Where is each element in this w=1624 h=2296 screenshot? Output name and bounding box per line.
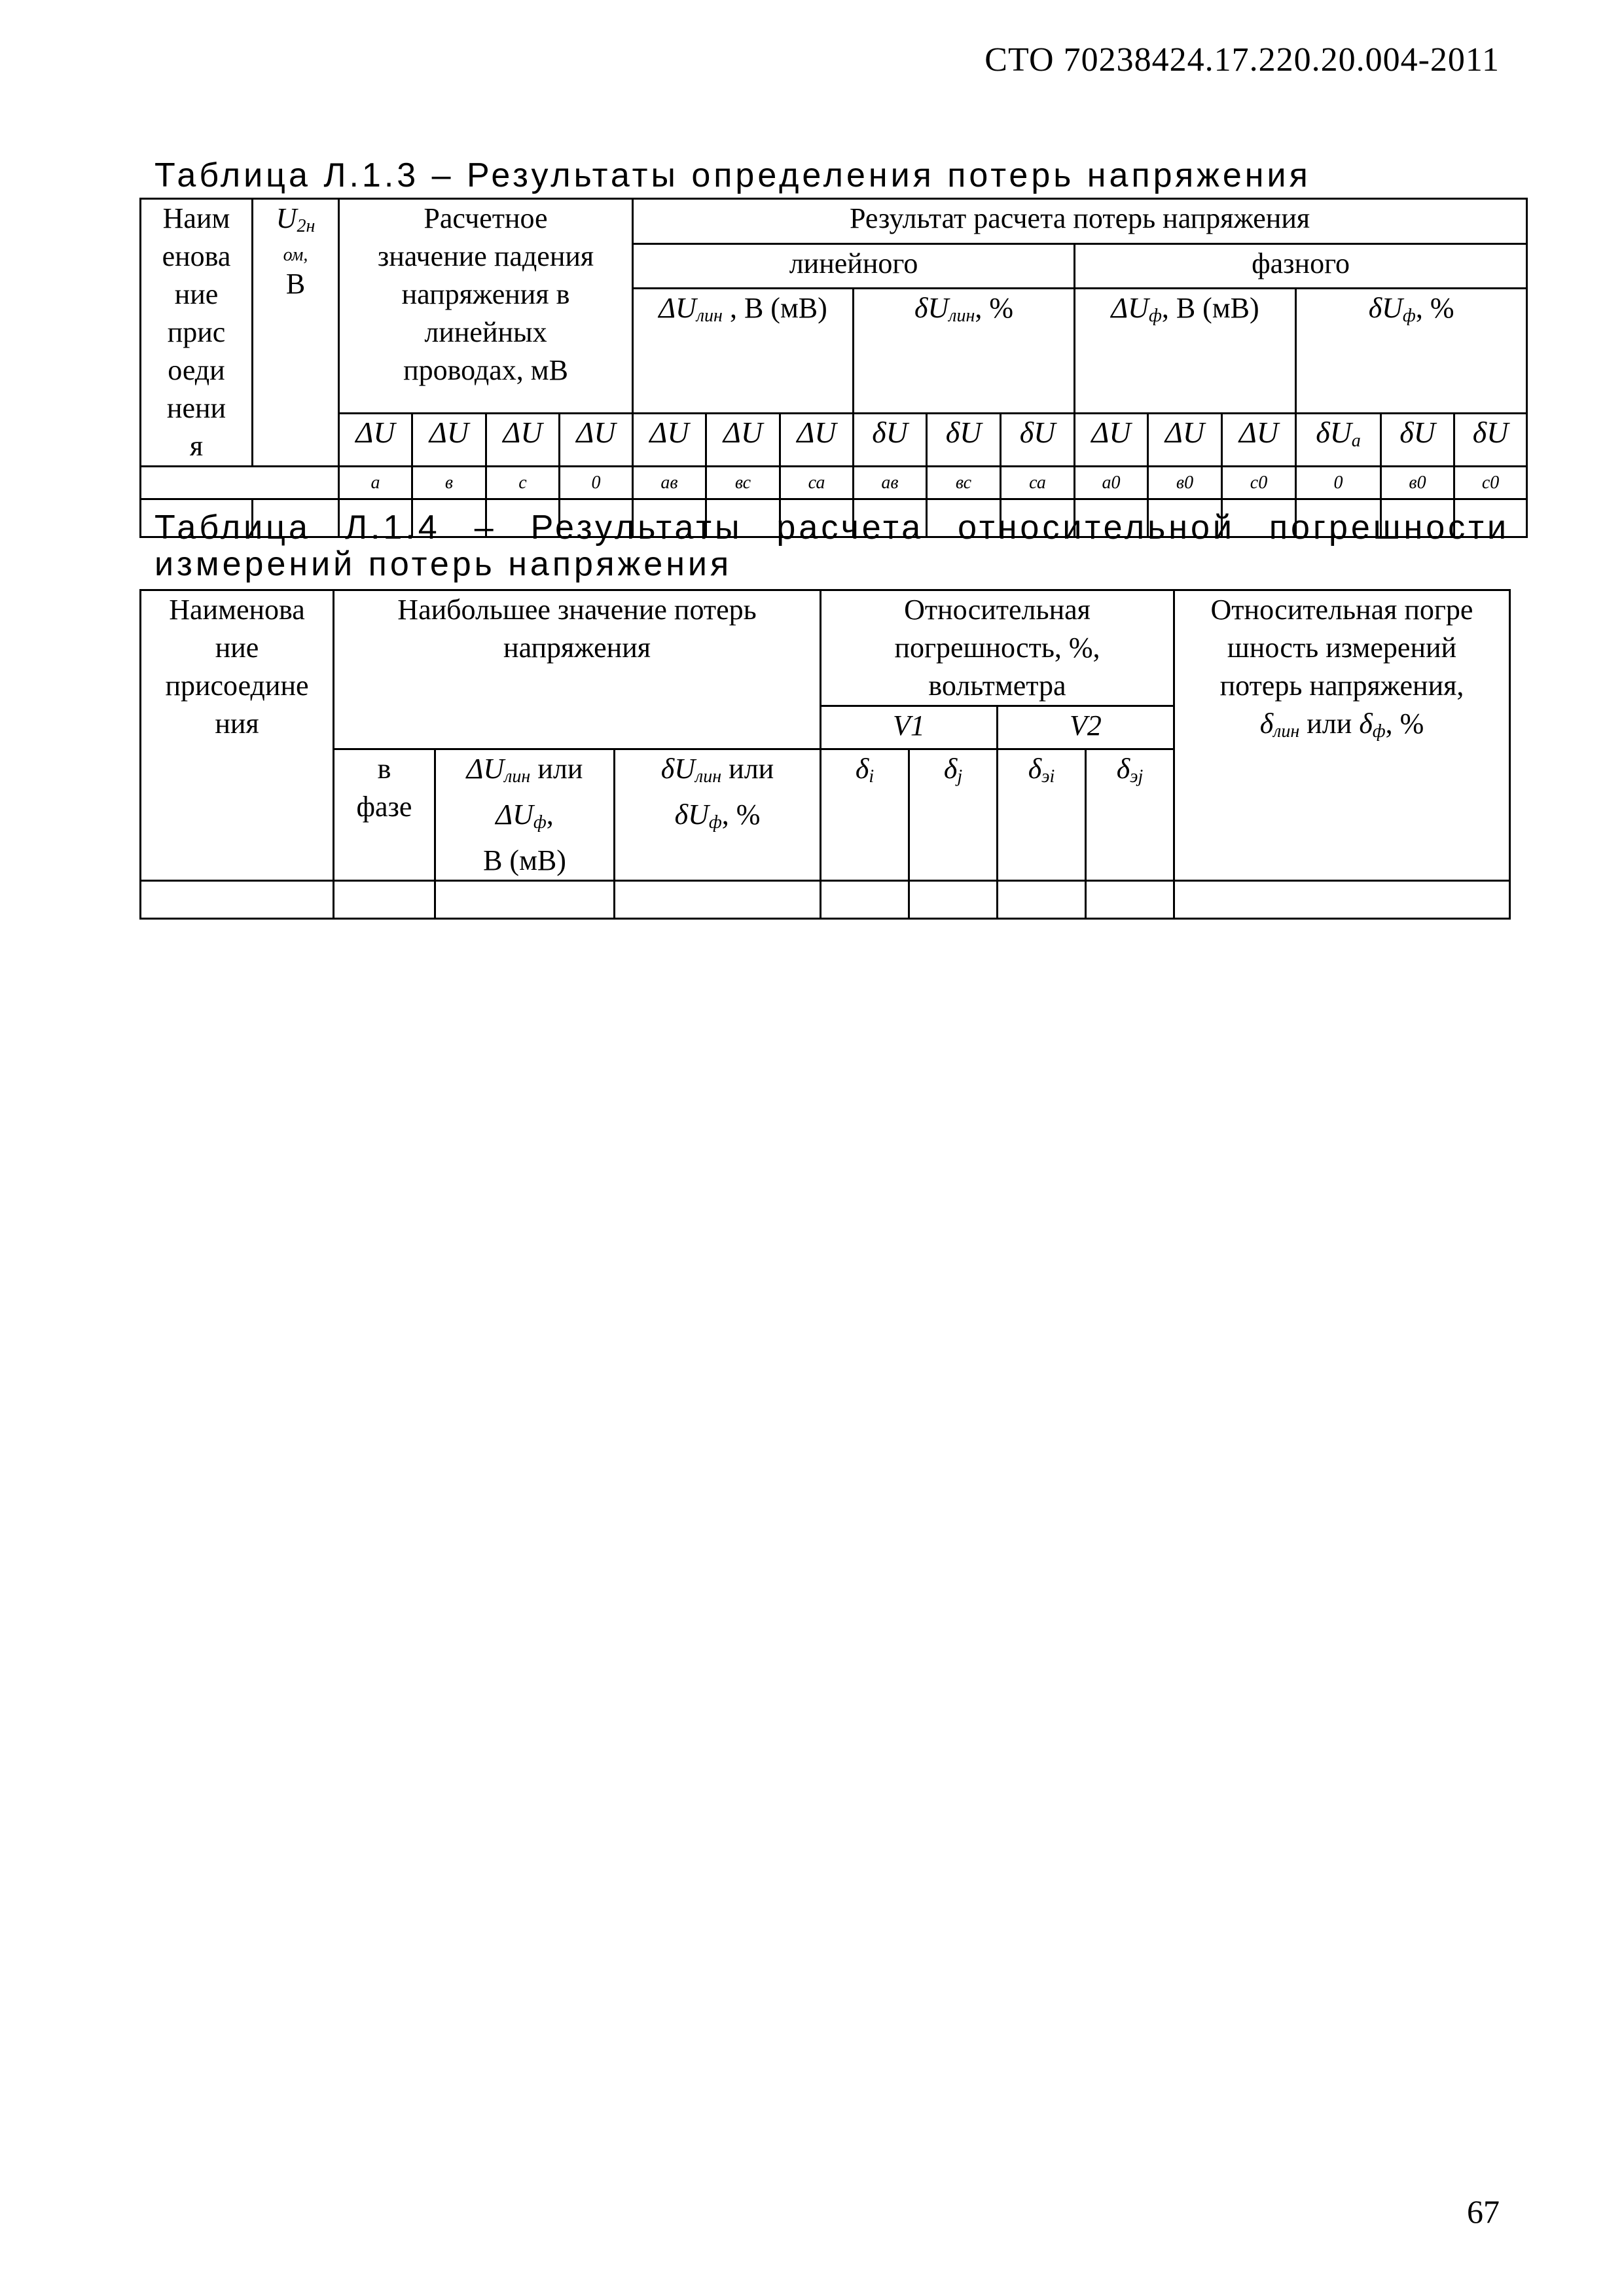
subscript-cell: с — [486, 467, 560, 499]
symbol-cell: ΔU — [1075, 414, 1148, 467]
table-cell — [435, 881, 615, 919]
subscript-cell: а — [339, 467, 412, 499]
rel-err-meas-header: Относительная погре шность измерений потерь напряжения, $\delta_{лин}$ или $\delta_ф$, % — [1174, 590, 1510, 881]
subscript-cell: в0 — [1148, 467, 1222, 499]
delta-j-header: $\delta_j$ — [909, 749, 998, 881]
table-row — [141, 881, 1510, 919]
symbol-cell: ΔU — [633, 414, 706, 467]
table-cell — [141, 881, 334, 919]
document-code: СТО 70238424.17.220.20.004-2011 — [984, 41, 1500, 79]
symbol-cell: δU — [1381, 414, 1454, 467]
calc-drop-header: Расчетное значение падения напряжения в линейных проводах, мВ — [339, 199, 633, 414]
subscript-cell: са — [780, 467, 854, 499]
voltage-loss-results-table — [139, 198, 1528, 538]
subscript-cell: в0 — [1381, 467, 1454, 499]
table-cell — [615, 881, 821, 919]
deltaU-max-header: $\delta U_{лин}$ или $\delta U_ф$, % — [615, 749, 821, 881]
dU-max-header: $\Delta U_{лин}$ или $\Delta U_ф$, В (мВ) — [435, 749, 615, 881]
subscript-cell: в — [412, 467, 486, 499]
v2-header: V2 — [998, 706, 1174, 749]
blank-cell — [141, 467, 253, 499]
subscript-cell: са — [1001, 467, 1075, 499]
symbol-cell: ΔU — [780, 414, 854, 467]
blank-cell — [253, 467, 339, 499]
delta-i-header: $\delta_i$ — [821, 749, 909, 881]
linear-header: линейного — [633, 243, 1075, 289]
subscript-cell: 0 — [560, 467, 633, 499]
subscript-cell: 0 — [1296, 467, 1381, 499]
col-name-header: Наим енова ние прис оеди нени я — [141, 199, 253, 467]
subscript-cell: вс — [927, 467, 1001, 499]
symbol-row — [141, 414, 1527, 467]
symbol-cell: δU — [1001, 414, 1075, 467]
result-header: Результат расчета потерь напряжения — [633, 199, 1527, 244]
subscript-cell: с0 — [1454, 467, 1527, 499]
symbol-cell: ΔU — [339, 414, 412, 467]
symbol-cell: ΔU — [1148, 414, 1222, 467]
table-cell — [998, 881, 1086, 919]
phase-header: фазного — [1075, 243, 1527, 289]
symbol-cell: δU — [927, 414, 1001, 467]
subscript-cell: ав — [854, 467, 927, 499]
symbol-cell: ΔU — [706, 414, 780, 467]
t2-col-name-header: Наименова ние присоедине ния — [141, 590, 334, 749]
subscript-row — [141, 467, 1527, 499]
dU-phase-header: $\Delta U_ф$, В (мВ) — [1075, 289, 1296, 414]
max-loss-header: Наибольшее значение потерь напряжения — [334, 590, 821, 749]
table-cell — [1086, 881, 1174, 919]
subscript-cell: ав — [633, 467, 706, 499]
symbol-cell: δU — [854, 414, 927, 467]
table1-caption: Таблица Л.1.3 – Результаты определения потерь напряжения — [154, 156, 1311, 194]
blank-cell — [141, 749, 334, 881]
page-number: 67 — [1467, 2193, 1500, 2230]
subscript-cell: а0 — [1075, 467, 1148, 499]
table-cell — [334, 881, 435, 919]
delta-ej-header: $\delta_{эj}$ — [1086, 749, 1174, 881]
dU-lin-header: $\Delta U_{лин}$ , В (мВ) — [633, 289, 854, 414]
v1-header: V1 — [821, 706, 998, 749]
deltaU-phase-header: $\delta U_ф$, % — [1296, 289, 1527, 414]
delta-ei-header: $\delta_{эi}$ — [998, 749, 1086, 881]
in-phase-header: в фазе — [334, 749, 435, 881]
symbol-cell: ΔU — [412, 414, 486, 467]
symbol-cell: $\delta U_а$ — [1296, 414, 1381, 467]
table-cell — [821, 881, 909, 919]
table2-caption: Таблица Л.1.4 – Результаты расчета относительной погрешности измерений потерь напряжения — [154, 509, 1509, 583]
deltaU-lin-header: $\delta U_{лин}$, % — [854, 289, 1075, 414]
subscript-cell: с0 — [1222, 467, 1296, 499]
table-cell — [909, 881, 998, 919]
relative-error-table — [139, 589, 1511, 920]
symbol-cell: ΔU — [1222, 414, 1296, 467]
symbol-cell: ΔU — [560, 414, 633, 467]
col-u-nominal-header: $U_{2н}$ ом, В — [253, 199, 339, 467]
table-cell — [1174, 881, 1510, 919]
rel-err-voltmeter-header: Относительная погрешность, %, вольтметра — [821, 590, 1174, 706]
subscript-cell: вс — [706, 467, 780, 499]
symbol-cell: ΔU — [486, 414, 560, 467]
symbol-cell: δU — [1454, 414, 1527, 467]
